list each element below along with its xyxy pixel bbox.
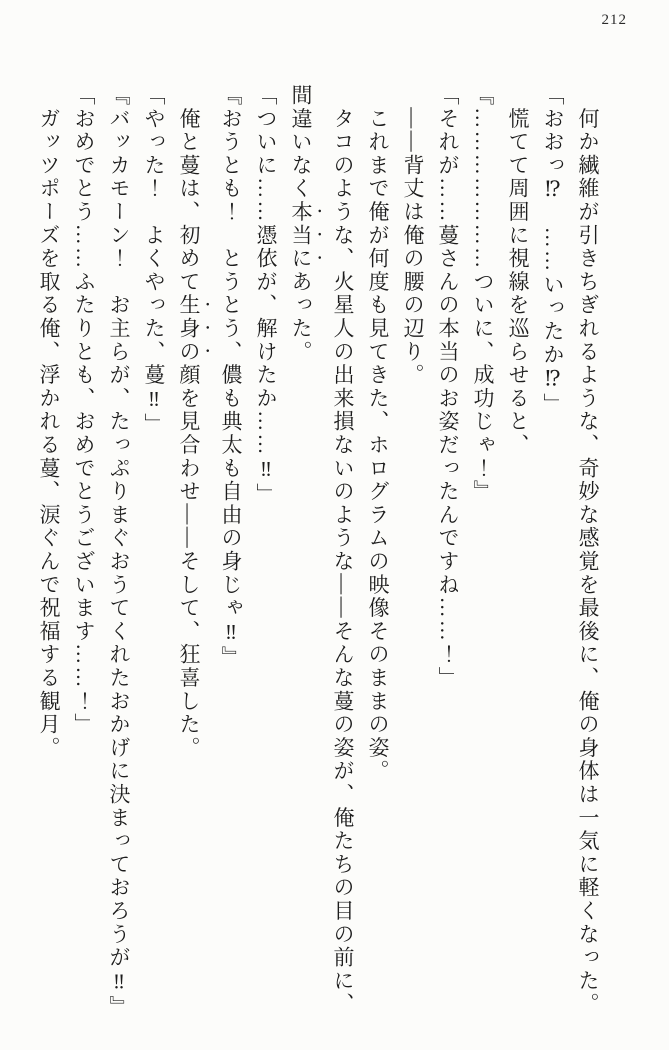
- text-block: [31, 84, 605, 1024]
- text-segment: 俺と蔓は、初めて: [177, 84, 201, 294]
- text-segment: タコのような、火星人の出来損ないのような――そんな蔓の姿が、俺たちの目の前に、: [331, 84, 355, 1016]
- text-segment: 間違いなく: [289, 84, 313, 201]
- text-segment: 『おうとも！ とうとう、儂も典太も自由の身じゃ‼』: [219, 84, 243, 670]
- text-line: [430, 84, 465, 1024]
- text-segment: 「おめでとう……ふたりとも、おめでとうございます……！」: [72, 84, 96, 737]
- emphasized-text: 生身の: [177, 293, 201, 364]
- text-segment: 「やった！ よくやった、蔓‼」: [142, 84, 166, 437]
- text-line: [66, 84, 101, 1024]
- text-line: [535, 84, 570, 1024]
- emphasized-text: 本当に: [289, 200, 313, 271]
- text-line: [465, 84, 500, 1024]
- text-line: [570, 84, 605, 1024]
- text-segment: あった。: [289, 270, 313, 364]
- text-line: [248, 84, 283, 1024]
- text-segment: 「ついに……憑依が、解けたか……‼」: [254, 84, 278, 507]
- text-line: [213, 84, 248, 1024]
- text-line: [171, 84, 213, 1024]
- text-segment: ――背丈は俺の腰の辺り。: [401, 84, 425, 387]
- text-line: [500, 84, 535, 1024]
- text-segment: 「おおっ⁉ ……いったか⁉」: [541, 84, 565, 417]
- text-line: [31, 84, 66, 1024]
- text-line: [395, 84, 430, 1024]
- text-line: [136, 84, 171, 1024]
- text-segment: 何か繊維が引きちぎれるような、奇妙な感覚を最後に、俺の身体は一気に軽くなった。: [576, 84, 600, 1016]
- text-line: [101, 84, 136, 1024]
- text-segment: 『…………………ついに、成功じゃ！』: [471, 84, 495, 504]
- text-segment: ガッツポーズを取る俺、浮かれる蔓、涙ぐんで祝福する観月。: [37, 84, 61, 760]
- text-segment: 『バッカモーン！ お主らが、たっぷりまぐおうてくれたおかげに決まっておろうが‼』: [107, 84, 131, 1019]
- text-segment: 慌てて周囲に視線を巡らせると、: [506, 84, 530, 457]
- text-line: [325, 84, 360, 1024]
- page-number: 212: [601, 12, 627, 28]
- text-line: [360, 84, 395, 1024]
- text-segment: 「それが……蔓さんの本当のお姿だったんですね……！」: [436, 84, 460, 690]
- text-segment: 顔を見合わせ――そして、狂喜した。: [177, 363, 201, 760]
- text-segment: これまで俺が何度も見てきた、ホログラムの映像そのままの姿。: [366, 84, 390, 783]
- text-line: [283, 84, 325, 1024]
